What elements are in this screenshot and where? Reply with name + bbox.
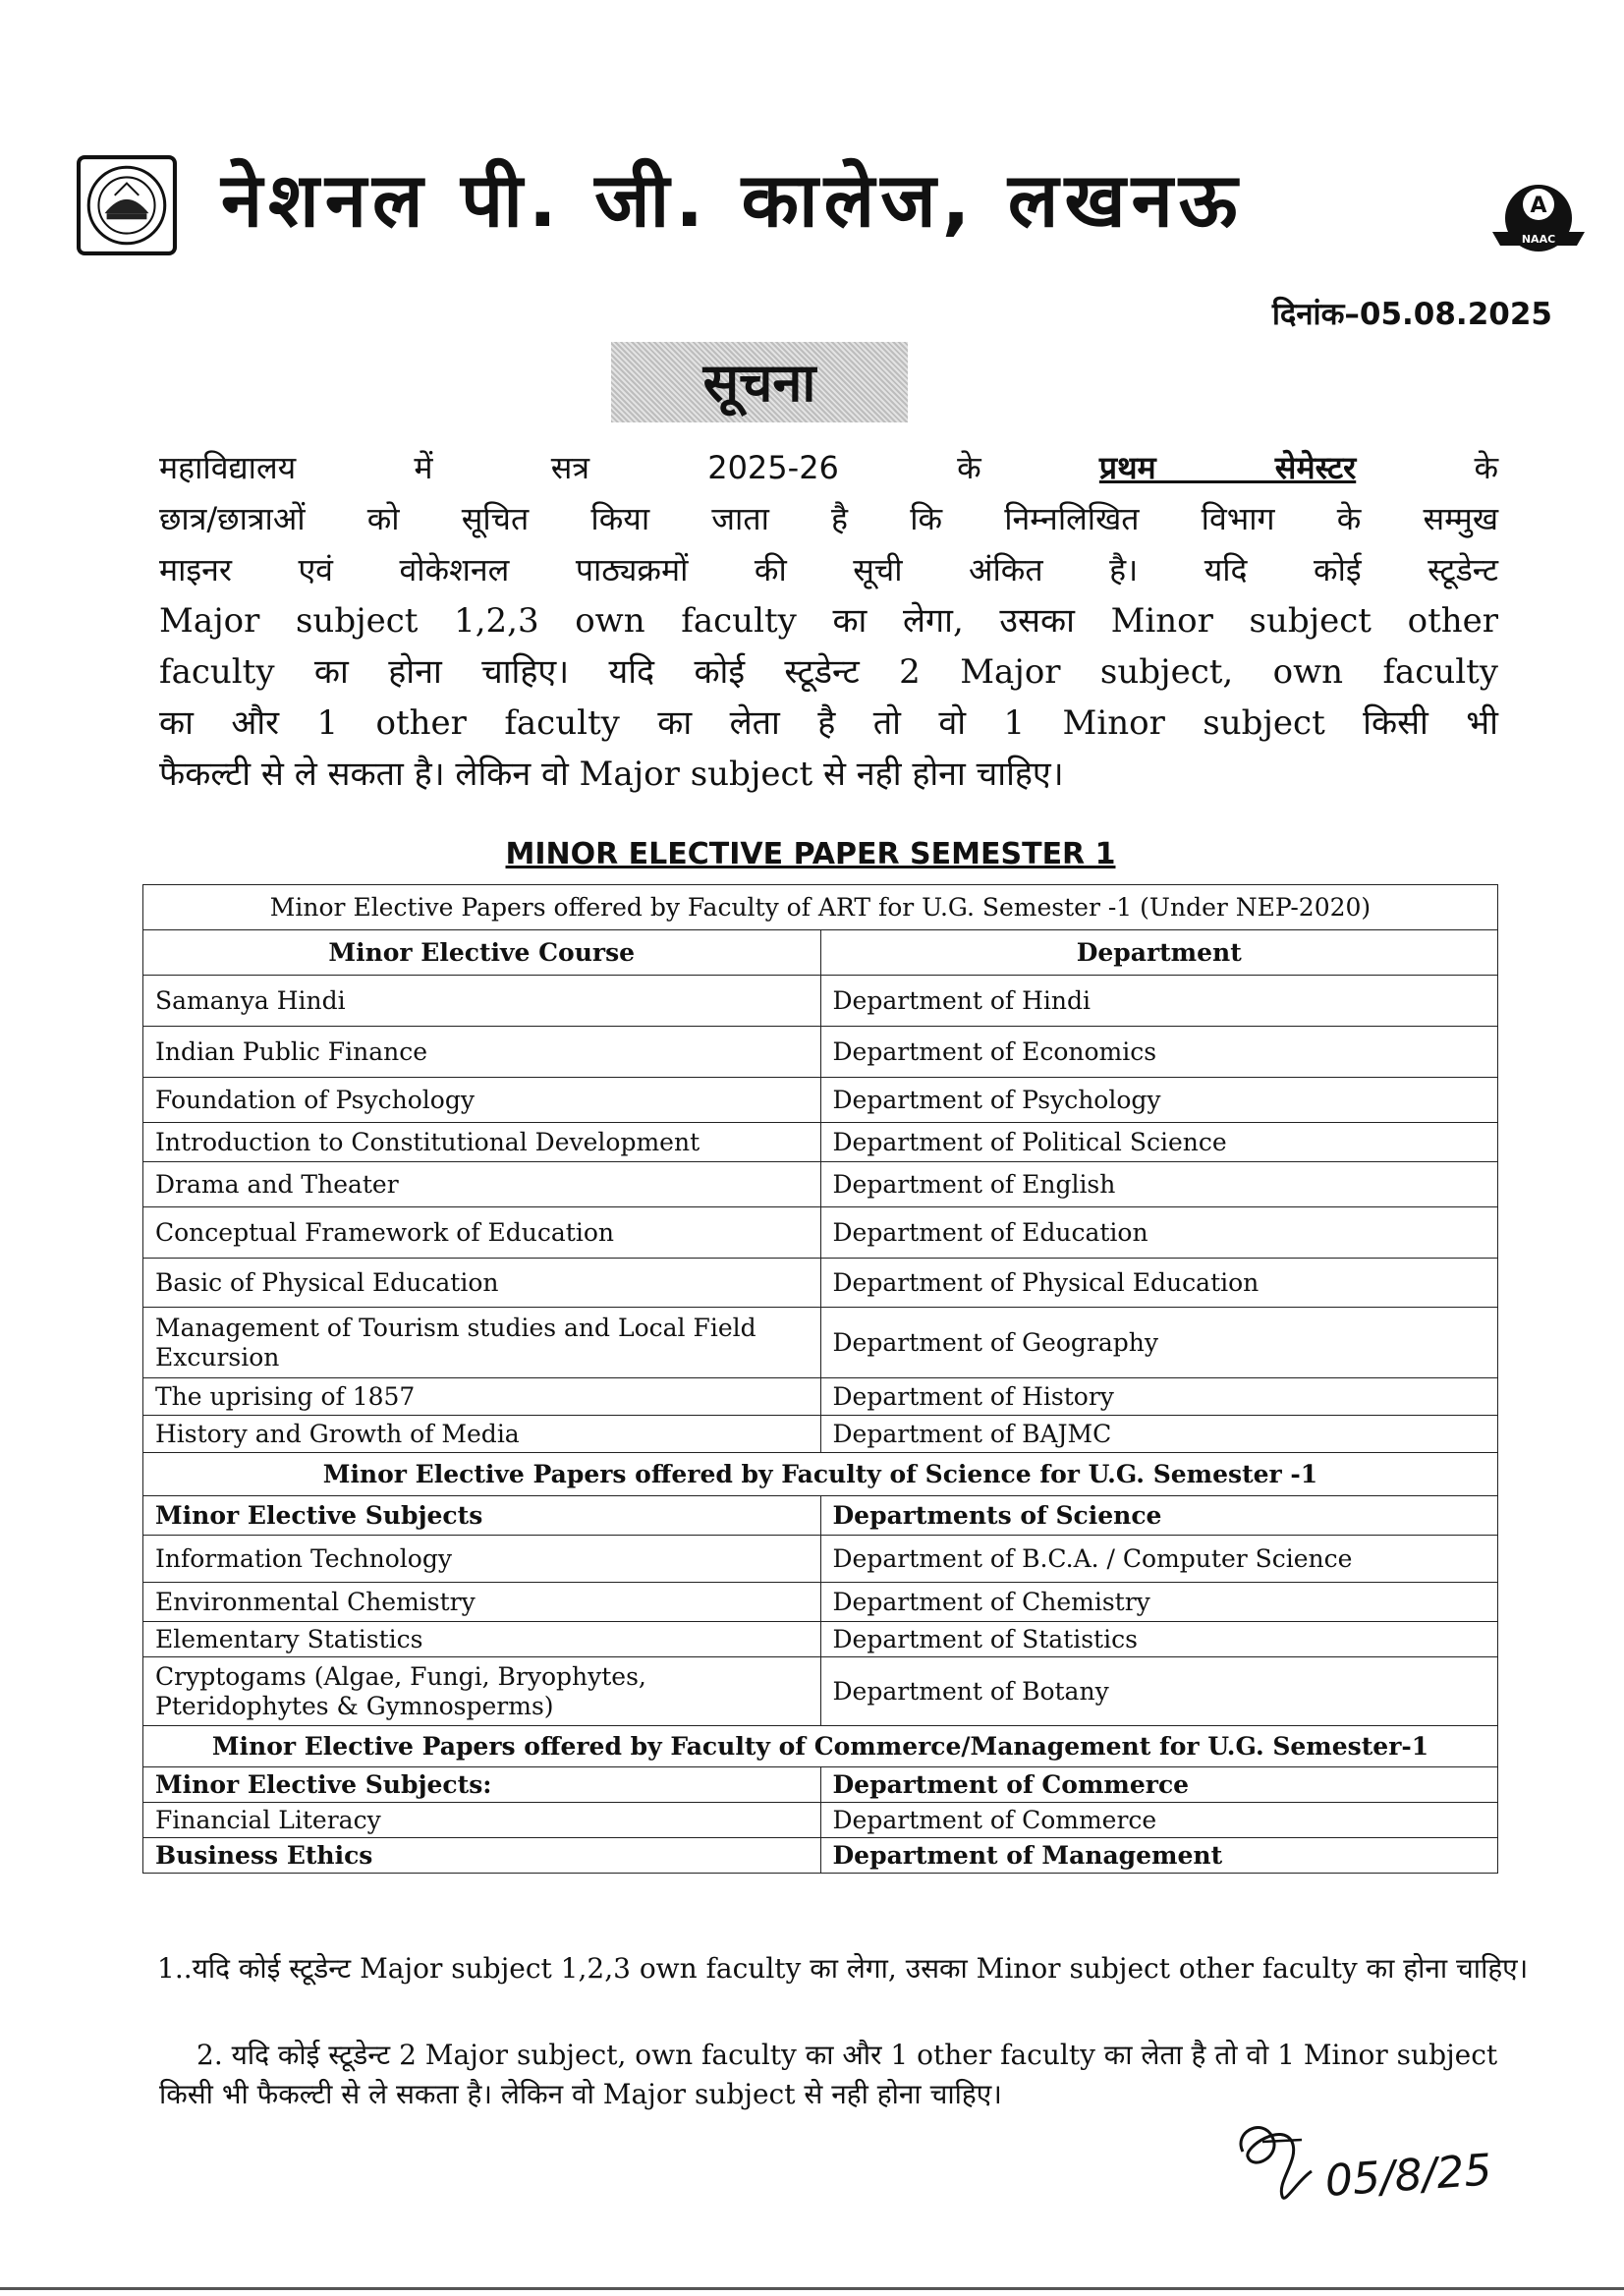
notice-paragraph-line-3: माइनर एवं वोकेशनल पाठ्यक्रमों की सूची अंकित है। यदि कोई स्टूडेन्ट [159, 551, 1498, 588]
commerce-section-title: Minor Elective Papers offered by Faculty of Commerce/Management for U.G. Semester-1 [143, 1726, 1498, 1767]
course-cell: Samanya Hindi [143, 976, 821, 1027]
department-cell: Department of Hindi [820, 976, 1498, 1027]
department-cell: Department of Commerce [820, 1803, 1498, 1838]
course-cell: Cryptogams (Algae, Fungi, Bryophytes, Pteridophytes & Gymnosperms) [143, 1657, 821, 1726]
department-cell: Department of Political Science [820, 1123, 1498, 1162]
science-header-department: Departments of Science [820, 1496, 1498, 1536]
course-cell: Financial Literacy [143, 1803, 821, 1838]
notice-paragraph-line-7: फैकल्टी से ले सकता है। लेकिन वो Major subject से नही होना चाहिए। [159, 755, 1064, 794]
course-cell: Drama and Theater [143, 1162, 821, 1207]
table-row [143, 1803, 1498, 1838]
para-word: में [414, 449, 433, 486]
table-row [143, 1378, 1498, 1416]
department-cell: Department of Psychology [820, 1078, 1498, 1123]
course-cell: The uprising of 1857 [143, 1378, 821, 1416]
minor-elective-table [142, 884, 1498, 1874]
commerce-header-subjects: Minor Elective Subjects: [143, 1767, 821, 1803]
course-cell: Foundation of Psychology [143, 1078, 821, 1123]
department-cell: Department of Botany [820, 1657, 1498, 1726]
department-cell: Department of Geography [820, 1308, 1498, 1378]
course-cell: Indian Public Finance [143, 1027, 821, 1078]
college-name: नेशनल पी. जी. कालेज, लखनऊ [221, 156, 1244, 244]
table-row [143, 1027, 1498, 1078]
naac-grade: A [1530, 194, 1547, 218]
notice-paragraph-line-5: faculty का होना चाहिए। यदि कोई स्टूडेन्ट 2 Major subject, own faculty [159, 652, 1498, 692]
department-cell: Department of Statistics [820, 1622, 1498, 1657]
department-cell: Department of B.C.A. / Computer Science [820, 1536, 1498, 1583]
signature-date: 05/8/25 [1323, 2145, 1493, 2207]
para-word: महाविद्यालय [159, 449, 297, 486]
science-header-subjects: Minor Elective Subjects [143, 1496, 821, 1536]
department-cell: Department of History [820, 1378, 1498, 1416]
para-word: सत्र [550, 449, 590, 486]
notice-paragraph-line-2: छात्र/छात्राओं को सूचित किया जाता है कि निम्नलिखित विभाग के सम्मुख [159, 500, 1498, 537]
naac-logo [1484, 169, 1594, 277]
course-cell: Introduction to Constitutional Development [143, 1123, 821, 1162]
table-row [143, 1583, 1498, 1622]
table-row [143, 1207, 1498, 1259]
table-row [143, 1259, 1498, 1308]
notice-paragraph-line-1 [159, 442, 1498, 493]
table-row [143, 1536, 1498, 1583]
table-row [143, 1838, 1498, 1874]
table-row [143, 1308, 1498, 1378]
table-row [143, 976, 1498, 1027]
course-cell: Environmental Chemistry [143, 1583, 821, 1622]
notice-date: दिनांक–05.08.2025 [1271, 297, 1552, 332]
department-cell: Department of Chemistry [820, 1583, 1498, 1622]
course-cell: Basic of Physical Education [143, 1259, 821, 1308]
table-row [143, 1657, 1498, 1726]
table-row [143, 1123, 1498, 1162]
course-cell: Management of Tourism studies and Local Field Excursion [143, 1308, 821, 1378]
para-session: 2025-26 [707, 449, 839, 486]
course-cell: Elementary Statistics [143, 1622, 821, 1657]
para-word: के [1474, 449, 1499, 486]
commerce-header-department: Department of Commerce [820, 1767, 1498, 1803]
footnote-1: 1..यदि कोई स्टूडेन्ट Major subject 1,2,3 own faculty का लेगा, उसका Minor subject other faculty का होना चाहिए। [157, 1952, 1529, 1985]
footnote-2-line-2: किसी भी फैकल्टी से ले सकता है। लेकिन वो Major subject से नही होना चाहिए। [159, 2078, 1002, 2110]
department-cell: Department of Education [820, 1207, 1498, 1259]
department-cell: Department of Economics [820, 1027, 1498, 1078]
science-section-title: Minor Elective Papers offered by Faculty of Science for U.G. Semester -1 [143, 1453, 1498, 1496]
course-cell: History and Growth of Media [143, 1416, 821, 1453]
footnote-2-line-1: 2. यदि कोई स्टूडेन्ट 2 Major subject, own faculty का और 1 other faculty का लेता है तो वो 1 Minor subject [196, 2039, 1498, 2071]
notice-heading: सूचना [702, 352, 816, 414]
table-row [143, 1622, 1498, 1657]
department-cell: Department of Physical Education [820, 1259, 1498, 1308]
arts-section-title: Minor Elective Papers offered by Faculty of ART for U.G. Semester -1 (Under NEP-2020) [143, 885, 1498, 930]
signature [1223, 2112, 1518, 2230]
arts-header-department: Department [820, 930, 1498, 976]
page-bottom-border [0, 2287, 1624, 2290]
course-cell: Information Technology [143, 1536, 821, 1583]
naac-label: NAAC [1521, 233, 1556, 246]
notice-paragraph-line-4: Major subject 1,2,3 own faculty का लेगा, उसका Minor subject other [159, 601, 1498, 641]
table-title: MINOR ELECTIVE PAPER SEMESTER 1 [505, 837, 1116, 871]
table-row [143, 1162, 1498, 1207]
table-row [143, 1078, 1498, 1123]
notice-paragraph-line-6: का और 1 other faculty का लेता है तो वो 1 Minor subject किसी भी [159, 703, 1498, 743]
course-cell: Business Ethics [143, 1838, 821, 1874]
course-cell: Conceptual Framework of Education [143, 1207, 821, 1259]
department-cell: Department of English [820, 1162, 1498, 1207]
department-cell: Department of Management [820, 1838, 1498, 1874]
college-logo [77, 155, 177, 255]
para-first-semester: प्रथम सेमेस्टर [1098, 449, 1357, 486]
table-row [143, 1416, 1498, 1453]
para-word: के [957, 449, 981, 486]
arts-header-course: Minor Elective Course [143, 930, 821, 976]
department-cell: Department of BAJMC [820, 1416, 1498, 1453]
